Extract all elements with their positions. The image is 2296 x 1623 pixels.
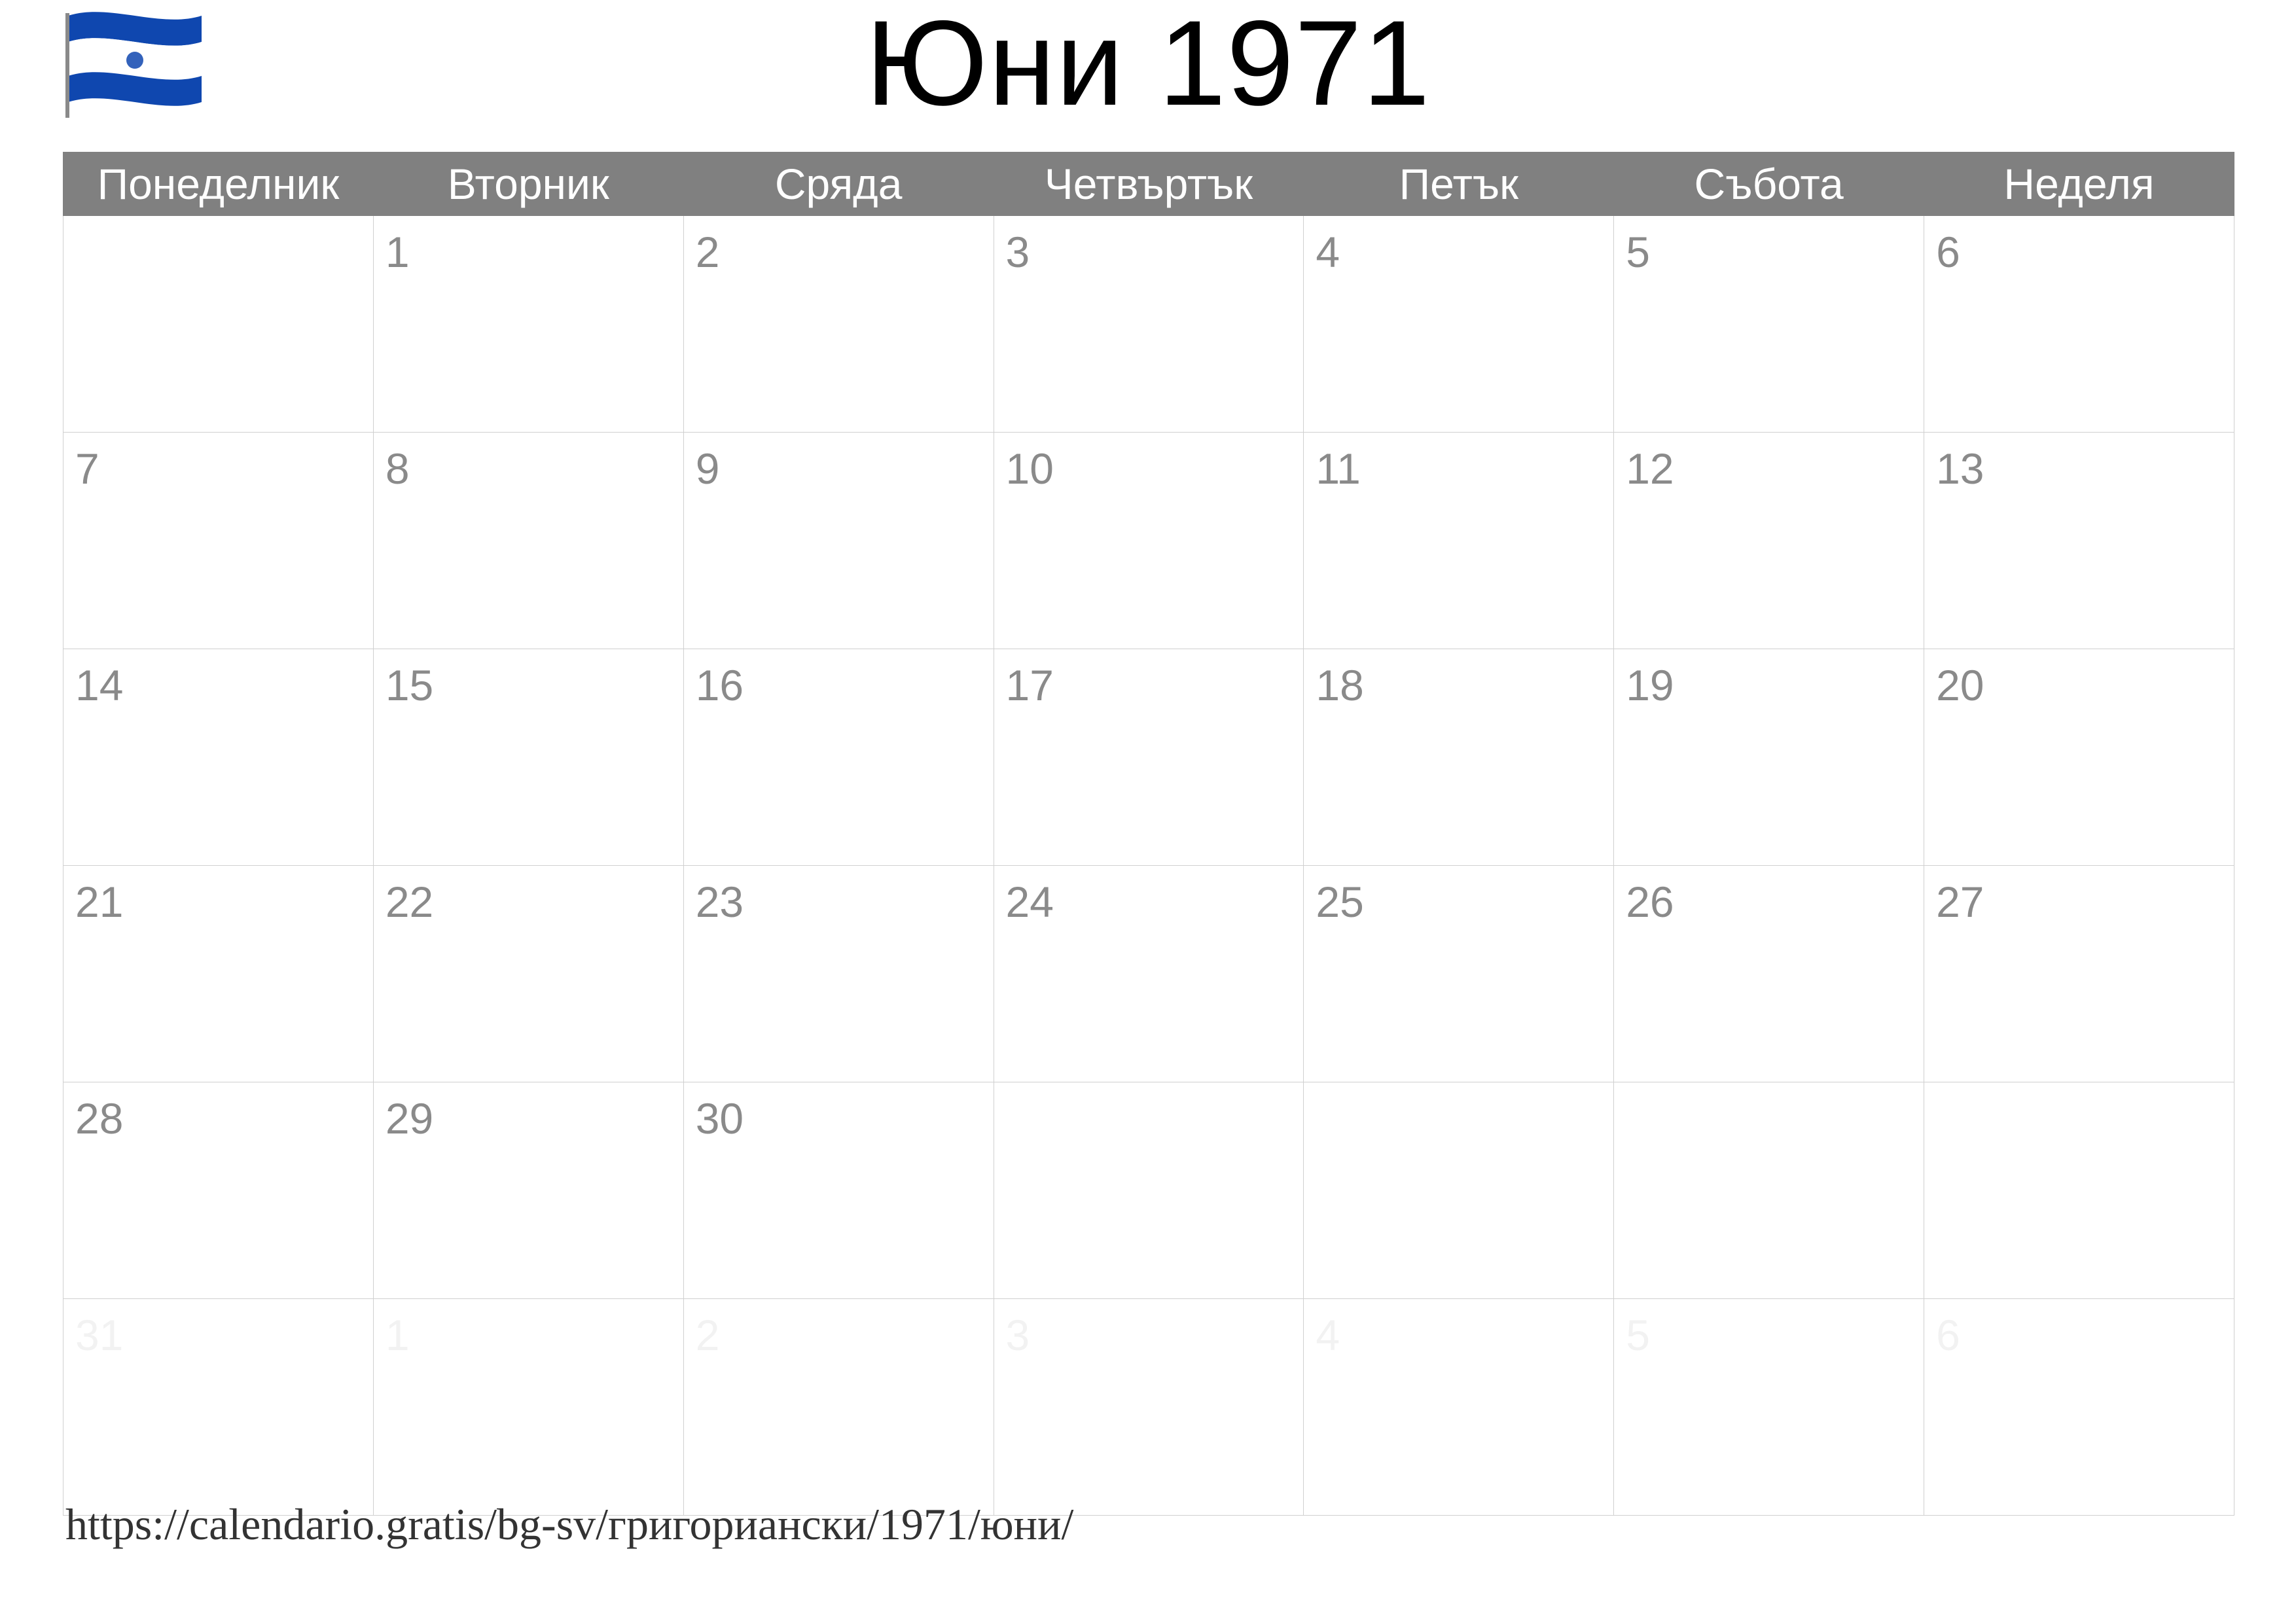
calendar-week-row <box>63 433 2234 649</box>
calendar-day-cell[interactable] <box>63 433 374 649</box>
calendar-day-cell[interactable] <box>994 1082 1304 1299</box>
calendar-day-cell[interactable] <box>994 866 1304 1082</box>
day-number: 1 <box>385 228 410 276</box>
calendar-day-cell[interactable] <box>994 433 1304 649</box>
day-number: 15 <box>385 661 434 709</box>
calendar-day-cell[interactable] <box>63 216 374 433</box>
day-number: 23 <box>695 878 744 926</box>
calendar-day-cell[interactable] <box>1614 1082 1924 1299</box>
calendar-day-cell[interactable] <box>63 1082 374 1299</box>
calendar-day-cell[interactable] <box>1304 649 1614 866</box>
calendar-day-cell[interactable] <box>1614 866 1924 1082</box>
day-number: 6 <box>1936 1311 1960 1359</box>
day-number: 20 <box>1936 661 1984 709</box>
day-number: 24 <box>1005 878 1054 926</box>
day-number: 10 <box>1005 444 1054 493</box>
day-number: 17 <box>1005 661 1054 709</box>
day-number: 5 <box>1626 228 1650 276</box>
weekday-header-saturday: Събота <box>1614 152 1924 216</box>
day-number: 2 <box>695 228 720 276</box>
weekday-header-tuesday: Вторник <box>373 152 683 216</box>
calendar-day-cell[interactable] <box>683 216 994 433</box>
calendar-day-cell[interactable] <box>63 649 374 866</box>
weekday-header-row <box>63 152 2234 216</box>
calendar-week-row-overflow <box>63 1299 2234 1516</box>
calendar-day-cell[interactable] <box>1614 433 1924 649</box>
calendar-day-cell[interactable] <box>994 649 1304 866</box>
calendar-table <box>63 152 2234 1516</box>
day-number: 3 <box>1005 228 1030 276</box>
day-number: 13 <box>1936 444 1984 493</box>
calendar-day-cell[interactable] <box>683 1299 994 1516</box>
day-number: 25 <box>1316 878 1364 926</box>
page-title: Юни 1971 <box>865 0 1431 131</box>
day-number: 27 <box>1936 878 1984 926</box>
calendar-week-row <box>63 649 2234 866</box>
calendar-day-cell[interactable] <box>1924 866 2234 1082</box>
calendar-day-cell[interactable] <box>1614 649 1924 866</box>
calendar-day-cell[interactable] <box>373 1082 683 1299</box>
day-number: 7 <box>75 444 99 493</box>
page-header <box>0 0 2296 141</box>
day-number: 12 <box>1626 444 1674 493</box>
day-number: 11 <box>1316 444 1361 493</box>
calendar-week-row <box>63 866 2234 1082</box>
calendar-day-cell[interactable] <box>1304 1299 1614 1516</box>
calendar-day-cell[interactable] <box>683 649 994 866</box>
day-number: 22 <box>385 878 434 926</box>
calendar-day-cell[interactable] <box>373 649 683 866</box>
calendar-day-cell[interactable] <box>1614 216 1924 433</box>
day-number: 26 <box>1626 878 1674 926</box>
calendar-day-cell[interactable] <box>994 216 1304 433</box>
calendar-day-cell[interactable] <box>373 866 683 1082</box>
day-number: 2 <box>695 1311 720 1359</box>
calendar-day-cell[interactable] <box>1924 1082 2234 1299</box>
calendar-day-cell[interactable] <box>1304 216 1614 433</box>
day-number: 18 <box>1316 661 1364 709</box>
day-number: 31 <box>75 1311 124 1359</box>
day-number: 1 <box>385 1311 410 1359</box>
weekday-header-sunday: Неделя <box>1924 152 2234 216</box>
day-number: 9 <box>695 444 720 493</box>
calendar-day-cell[interactable] <box>1924 216 2234 433</box>
day-number: 8 <box>385 444 410 493</box>
day-number: 6 <box>1936 228 1960 276</box>
calendar-day-cell[interactable] <box>373 216 683 433</box>
calendar-day-cell[interactable] <box>994 1299 1304 1516</box>
day-number: 19 <box>1626 661 1674 709</box>
calendar-day-cell[interactable] <box>1304 1082 1614 1299</box>
weekday-header-monday: Понеделник <box>63 152 374 216</box>
calendar-day-cell[interactable] <box>1304 433 1614 649</box>
calendar-day-cell[interactable] <box>683 1082 994 1299</box>
day-number: 28 <box>75 1094 124 1143</box>
calendar-day-cell[interactable] <box>683 433 994 649</box>
calendar-day-cell[interactable] <box>373 433 683 649</box>
calendar-day-cell[interactable] <box>63 1299 374 1516</box>
calendar-day-cell[interactable] <box>1924 1299 2234 1516</box>
weekday-header-thursday: Четвъртък <box>994 152 1304 216</box>
day-number: 3 <box>1005 1311 1030 1359</box>
calendar-week-row <box>63 1082 2234 1299</box>
source-url[interactable]: https://calendario.gratis/bg-sv/григориански/1971/юни/ <box>65 1499 1074 1549</box>
day-number: 4 <box>1316 1311 1340 1359</box>
day-number: 4 <box>1316 228 1340 276</box>
calendar-day-cell[interactable] <box>1924 649 2234 866</box>
weekday-header-wednesday: Сряда <box>683 152 994 216</box>
calendar-day-cell[interactable] <box>373 1299 683 1516</box>
calendar-day-cell[interactable] <box>683 866 994 1082</box>
calendar-day-cell[interactable] <box>1924 433 2234 649</box>
day-number: 30 <box>695 1094 744 1143</box>
day-number: 5 <box>1626 1311 1650 1359</box>
calendar-day-cell[interactable] <box>63 866 374 1082</box>
day-number: 21 <box>75 878 124 926</box>
weekday-header-friday: Петък <box>1304 152 1614 216</box>
day-number: 14 <box>75 661 124 709</box>
day-number: 29 <box>385 1094 434 1143</box>
day-number: 16 <box>695 661 744 709</box>
calendar-day-cell[interactable] <box>1304 866 1614 1082</box>
calendar-week-row <box>63 216 2234 433</box>
calendar-day-cell[interactable] <box>1614 1299 1924 1516</box>
